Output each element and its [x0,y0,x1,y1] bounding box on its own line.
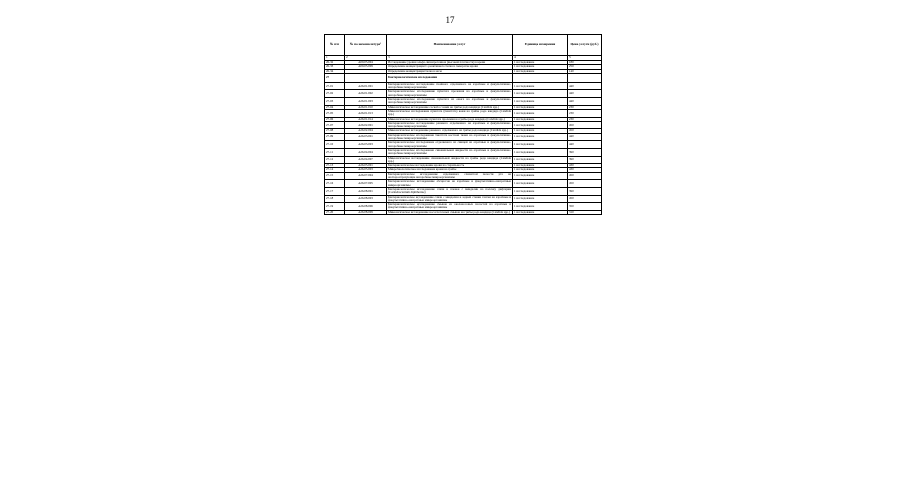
row-unit: 1 исследование [513,168,568,172]
row-price: 450 [568,180,602,188]
column-index: 3 [387,56,513,61]
row-number: 27-09 [325,133,345,141]
row-price: 440 [568,82,602,90]
row-service-name: Бактериологическое исследование отделяемого слизистой полости рта на неспорообразующие анаэробные микроорганизмы [388,171,511,180]
row-service-name: Бактериологическое исследование отделяемого из свищей на аэробные и факультативно-анаэробные микроорганизмы [388,140,511,148]
header-row [325,35,602,56]
row-unit: 1 исследование [513,187,568,195]
row-unit: 1 исследование [513,82,568,90]
row-service-name: Микробиологическое исследование крови на грибы [387,168,513,172]
row-service-name: Микологическое исследование соскоба с кожи на грибы рода кандида (Candida spp.) [387,105,513,109]
row-number: 26-33 [325,65,345,69]
row-service-name: Бактериологическое исследование раневого отделяемого на аэробные и факультативно-анаэробные микроорганизмы [388,120,511,129]
row-code: A26.02.001 [345,121,387,129]
row-number: 26-32 [325,61,345,65]
header-number: № п/п [325,35,345,56]
row-service-name: Бактериологическое исследование абсцессов на аэробные и факультативно-анаэробные микроорганизмы [388,179,511,187]
row-unit: 1 исследование [513,164,568,168]
row-service-name: Определение концентрации белка в моче [387,69,513,73]
row-code: A26.01.014 [345,117,387,121]
row-number: 27-12 [325,156,345,164]
row-code: A26.02.004 [345,129,387,133]
table-row [325,109,602,117]
row-service-name: Бактериологическое исследование пунктата пролежня на аэробные и факультативно-анаэробные микроорганизмы [388,89,511,97]
row-code: A26.03.001 [345,133,387,141]
row-code: A09.05.009 [345,65,387,69]
row-number: 27-07 [325,121,345,129]
row-code: A26.01.003 [345,98,387,106]
row-price: 230 [568,117,602,121]
row-service-name: Микологическое исследование пунктата пролежня на грибы рода кандида (Candida spp.) [387,117,513,121]
page-number: 17 [445,15,455,25]
row-unit: 1 исследование [513,203,568,211]
row-service-name: Микологическое исследование раневого отделяемого на грибы рода кандида (Candida spp.) [387,129,513,133]
row-price: 350 [568,203,602,211]
row-code: A26.05.001 [345,164,387,168]
row-price: 440 [568,90,602,98]
row-price: 440 [568,133,602,141]
row-number: 27-04 [325,105,345,109]
row-unit: 1 исследование [513,141,568,149]
row-unit: 1 исследование [513,61,568,65]
row-price: 390 [568,148,602,156]
row-number: 27-13 [325,164,345,168]
row-price: 230 [568,105,602,109]
section-empty [568,73,602,82]
row-number: 27-11 [325,148,345,156]
row-service-name: Микологическое исследование синовиальной жидкости на грибы рода кандида (Candida spp.) [388,155,511,163]
row-number: 27-10 [325,141,345,149]
row-code: A26.07.004 [345,172,387,180]
row-service-name: Бактериологическое исследование синовиальной жидкости на аэробные и факультативно-анаэробные микроорганизмы [388,147,511,156]
row-code: A26.01.010 [345,105,387,109]
row-unit: 1 исследование [513,109,568,117]
row-service-name: Бактериологическое исследование гнойного отделяемого на аэробные и факультативно-анаэробные микроорганизмы [388,81,511,90]
row-unit: 1 исследование [513,90,568,98]
row-code: A26.08.006 [345,203,387,211]
table-row [325,148,602,156]
row-number: 27-16 [325,180,345,188]
row-number: 27-20 [325,210,345,214]
table-row [325,187,602,195]
column-index: 2 [345,56,387,61]
row-number: 27-14 [325,168,345,172]
column-index: 4 [513,56,568,61]
row-unit: 1 исследование [513,129,568,133]
row-service-name: Бактериологическое исследование слизи и пленок с миндалин на палочку дифтерии (Corinebacterium diphtheriae) [388,186,511,195]
row-number: 27-18 [325,195,345,203]
row-number: 27-03 [325,98,345,106]
row-service-name: Бактериологическое исследование пунктата из ожога на аэробные и факультативно-анаэробные микроорганизмы [388,97,511,105]
header-unit: Единица измерения [513,35,568,56]
row-code: A26.03.003 [345,141,387,149]
row-unit: 1 исследование [513,148,568,156]
section-title: Бактериологические исследования [387,73,513,82]
row-unit: 1 исследование [513,156,568,164]
row-service-name: Исследование уровня альфа-липопротеинов (высокой плотности) в крови [387,61,513,65]
row-service-name: Бактериологическое исследование слизи с миндалин и задней стенки глотки на аэробные и факультативно-анаэробные микроорганизмы [388,194,511,202]
row-service-name: Бактериологическое исследование биоптата костной ткани на аэробные и факультативно-анаэробные микроорганизмы [388,132,511,141]
row-price: 430 [568,164,602,168]
row-price: 430 [568,168,602,172]
header-name: Наименование услуг [387,35,513,56]
row-unit: 1 исследование [513,98,568,106]
row-unit: 1 исследование [513,105,568,109]
row-code: A26.04.004 [345,148,387,156]
row-price: 230 [568,109,602,117]
row-price: 450 [568,129,602,133]
table-row [325,210,602,214]
row-number: 27-15 [325,172,345,180]
row-code: A26.05.003 [345,168,387,172]
row-price: 390 [568,156,602,164]
section-empty [513,73,568,82]
row-price: 440 [568,141,602,149]
row-code: A26.08.009 [345,210,387,214]
row-number: 27-02 [325,90,345,98]
row-unit: 1 исследование [513,210,568,214]
header-code: № по номенклатуре¹ [345,35,387,56]
row-code: A09.05.004 [345,61,387,65]
row-price: 450 [568,172,602,180]
row-price: 450 [568,121,602,129]
column-index: 1 [325,56,345,61]
row-service-name: Определение концентрации С-реактивного белка в сыворотке крови [387,65,513,69]
row-unit: 1 исследование [513,133,568,141]
price-table [324,34,602,215]
section-number: 27 [325,73,345,82]
row-unit: 1 исследование [513,65,568,69]
row-code: A26.07.005 [345,180,387,188]
row-number: 27-06 [325,117,345,121]
row-price: 140 [568,69,602,73]
row-unit: 1 исследование [513,172,568,180]
row-code: A26.01.001 [345,82,387,90]
row-price: 450 [568,195,602,203]
row-service-name: Микологическое исследование пунктата (биоптата) кожи на грибы рода кандида (Candida spp.) [388,108,511,117]
row-service-name: Бактериологическое исследование крови на стерильность [387,164,513,168]
row-price: 390 [568,187,602,195]
header-price: Цена услуги (руб.) [568,35,602,56]
row-number: 27-08 [325,129,345,133]
row-code: A26.08.003 [345,195,387,203]
row-price: 440 [568,98,602,106]
row-number: 27-01 [325,82,345,90]
row-number: 27-19 [325,203,345,211]
row-service-name: Микологическое исследование носоглоточных смывов на грибы рода кандида (Candida spp.) [387,210,513,214]
row-unit: 1 исследование [513,195,568,203]
row-price: 250 [568,65,602,69]
row-code: A26.01.013 [345,109,387,117]
row-service-name: Бактериологическое исследование смывов из околоносовых полостей на аэробные и факультативно-анаэробные микроорганизмы [388,202,511,210]
row-number: 26-34 [325,69,345,73]
row-unit: 1 исследование [513,121,568,129]
row-code: A26.01.002 [345,90,387,98]
row-price: 310 [568,210,602,214]
row-code: A26.04.007 [345,156,387,164]
column-index: 5 [568,56,602,61]
row-unit: 1 исследование [513,69,568,73]
row-price: 180 [568,61,602,65]
row-code: A26.08.001 [345,187,387,195]
row-unit: 1 исследование [513,180,568,188]
section-empty [345,73,387,82]
row-number: 27-05 [325,109,345,117]
row-unit: 1 исследование [513,117,568,121]
row-number: 27-17 [325,187,345,195]
